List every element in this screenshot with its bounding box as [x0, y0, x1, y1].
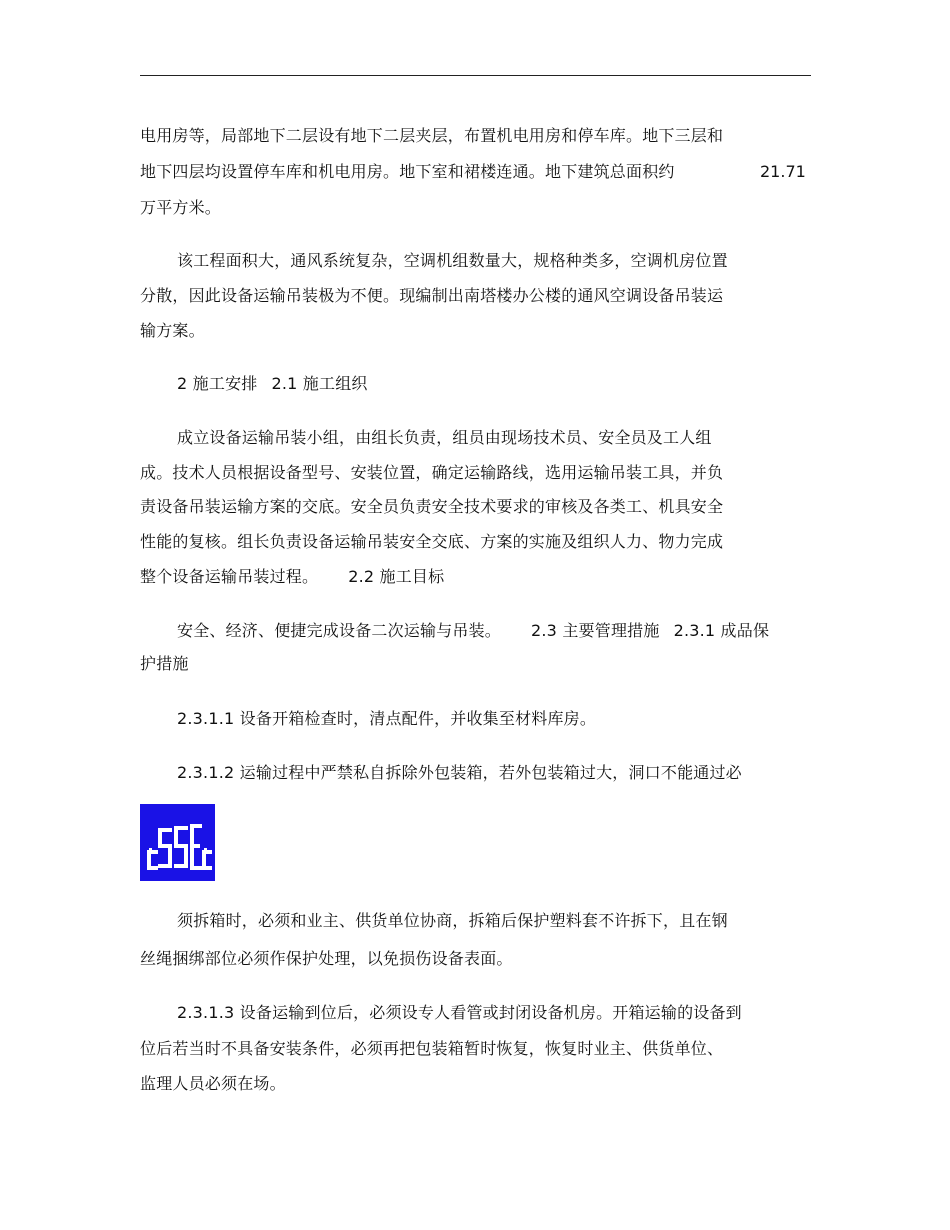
section-heading-2-2: 2.2 施工目标 [348, 567, 445, 586]
section-heading-2 [177, 373, 368, 395]
heading-2-part-1: 2 施工安排 [177, 374, 258, 393]
paragraph-1-line-2: 地下四层均设置停车库和机电用房。地下室和裙楼连通。地下建筑总面积约 [140, 162, 675, 181]
heading-2-part-2: 2.1 施工组织 [271, 374, 368, 393]
paragraph-3-line-5 [140, 566, 444, 588]
paragraph-2-line-2: 分散，因此设备运输吊装极为不便。现编制出南塔楼办公楼的通风空调设备吊装运 [140, 286, 724, 305]
paragraph-3-line-1: 成立设备运输吊装小组，由组长负责，组员由现场技术员、安全员及工人组 [177, 428, 712, 447]
paragraph-8-line-3: 监理人员必须在场。 [140, 1074, 286, 1093]
paragraph-2-line-3: 输方案。 [140, 321, 205, 340]
paragraph-3-line-3: 责设备吊装运输方案的交底。安全员负责安全技术要求的审核及各类工、机具安全 [140, 497, 724, 516]
cscec-logo-icon [140, 804, 215, 881]
paragraph-8-line-2: 位后若当时不具备安装条件，必须再把包装箱暂时恢复，恢复时业主、供货单位、 [140, 1039, 724, 1058]
section-heading-2-3: 2.3 主要管理措施 [531, 621, 660, 640]
paragraph-1-line-1: 电用房等，局部地下二层设有地下二层夹层，布置机电用房和停车库。地下三层和 [140, 126, 724, 145]
paragraph-3-line-2: 成。技术人员根据设备型号、安装位置，确定运输路线，选用运输吊装工具，并负 [140, 463, 724, 482]
paragraph-3-line-5a: 整个设备运输吊装过程。 [140, 567, 319, 586]
header-rule [140, 75, 811, 76]
paragraph-1-line-3: 万平方米。 [140, 198, 222, 217]
paragraph-7-line-2: 丝绳捆绑部位必须作保护处理，以免损伤设备表面。 [140, 949, 513, 968]
paragraph-4-line-1a: 安全、经济、便捷完成设备二次运输与吊装。 [177, 621, 502, 640]
paragraph-7-line-1: 须拆箱时，必须和业主、供货单位协商，拆箱后保护塑料套不许拆下，且在钢 [177, 911, 728, 930]
paragraph-1-area-number: 21.71 [760, 162, 806, 181]
section-heading-2-3-1: 2.3.1 成品保 [673, 621, 770, 640]
paragraph-6-line-1: 2.3.1.2 运输过程中严禁私自拆除外包装箱，若外包装箱过大，洞口不能通过必 [177, 763, 742, 782]
paragraph-4-line-2: 护措施 [140, 654, 189, 673]
paragraph-5-line-1: 2.3.1.1 设备开箱检查时，清点配件，并收集至材料库房。 [177, 709, 597, 728]
paragraph-4-line-1 [177, 620, 769, 642]
paragraph-3-line-4: 性能的复核。组长负责设备运输吊装安全交底、方案的实施及组织人力、物力完成 [140, 532, 724, 551]
paragraph-8-line-1: 2.3.1.3 设备运输到位后，必须设专人看管或封闭设备机房。开箱运输的设备到 [177, 1003, 742, 1022]
paragraph-2-line-1: 该工程面积大，通风系统复杂，空调机组数量大，规格种类多，空调机房位置 [177, 251, 728, 270]
